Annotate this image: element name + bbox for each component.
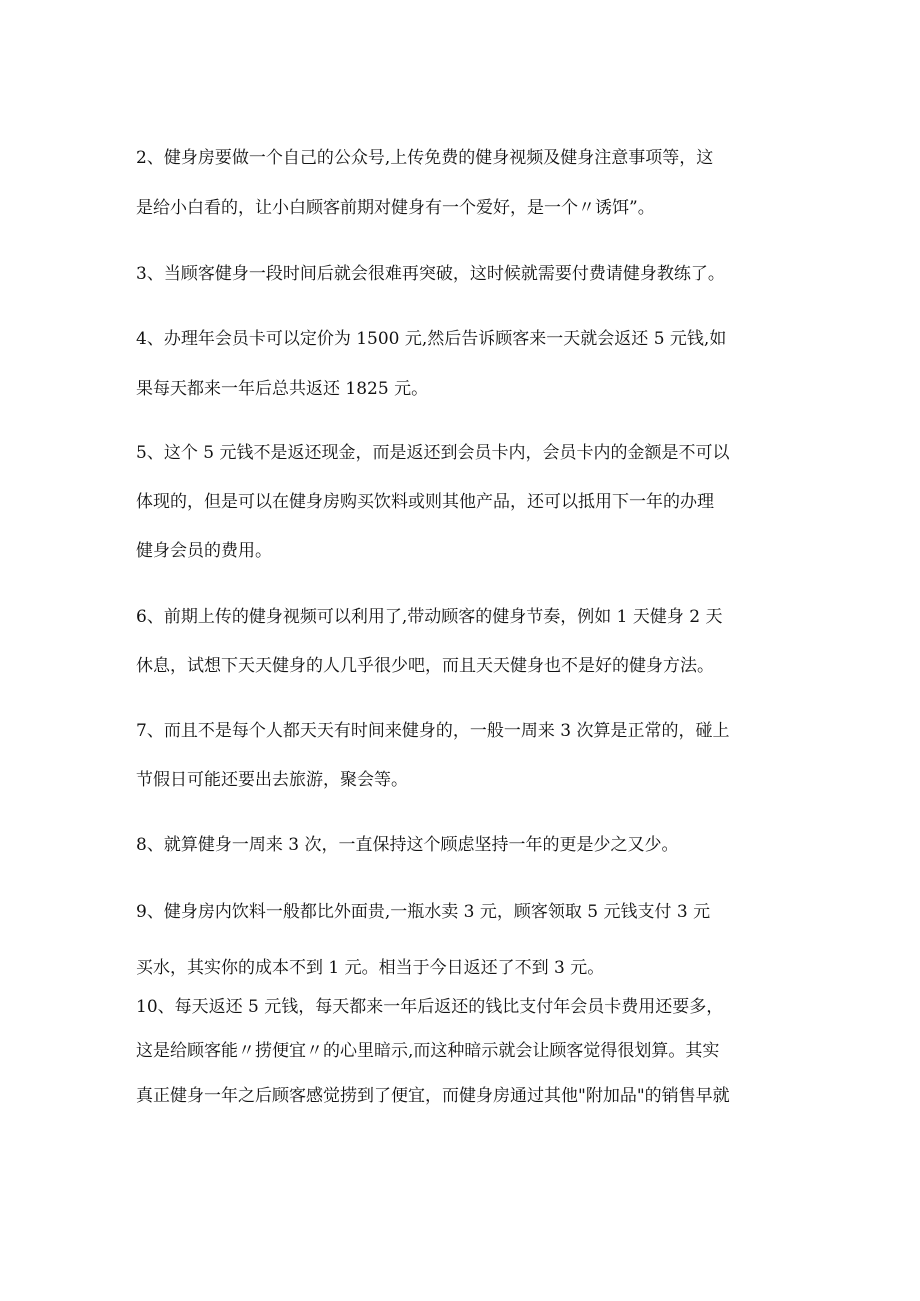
paragraph-9-line-2: 买水，其实你的成本不到 1 元。相当于今日返还了不到 3 元。	[136, 958, 605, 978]
paragraph-7-line-1: 7、而且不是每个人都天天有时间来健身的，一般一周来 3 次算是正常的，碰上	[136, 721, 730, 741]
paragraph-5-line-3: 健身会员的费用。	[136, 541, 272, 561]
paragraph-9-line-1: 9、健身房内饮料一般都比外面贵,一瓶水卖 3 元，顾客领取 5 元钱支付 3 元	[136, 902, 711, 922]
paragraph-10-line-3: 真正健身一年之后顾客感觉捞到了便宜，而健身房通过其他"附加品"的销售早就	[136, 1086, 730, 1106]
paragraph-3-line-1: 3、当顾客健身一段时间后就会很难再突破，这时候就需要付费请健身教练了。	[136, 264, 725, 284]
paragraph-5-line-2: 体现的，但是可以在健身房购买饮料或则其他产品，还可以抵用下一年的办理	[136, 492, 714, 512]
paragraph-4-line-1: 4、办理年会员卡可以定价为 1500 元,然后告诉顾客来一天就会返还 5 元钱,如	[136, 329, 727, 349]
paragraph-2-line-2: 是给小白看的，让小白顾客前期对健身有一个爱好，是一个〃诱饵”。	[136, 198, 655, 218]
paragraph-8-line-1: 8、就算健身一周来 3 次，一直保持这个顾虑坚持一年的更是少之又少。	[136, 835, 679, 855]
paragraph-10-line-1: 10、每天返还 5 元钱，每天都来一年后返还的钱比支付年会员卡费用还要多，	[136, 997, 724, 1017]
paragraph-4-line-2: 果每天都来一年后总共返还 1825 元。	[136, 379, 429, 399]
paragraph-10-line-2: 这是给顾客能〃捞便宜〃的心里暗示,而这种暗示就会让顾客觉得很划算。其实	[136, 1041, 720, 1061]
paragraph-6-line-1: 6、前期上传的健身视频可以利用了,带动顾客的健身节奏，例如 1 天健身 2 天	[136, 607, 723, 627]
paragraph-7-line-2: 节假日可能还要出去旅游，聚会等。	[136, 770, 408, 790]
paragraph-2-line-1: 2、健身房要做一个自己的公众号,上传免费的健身视频及健身注意事项等，这	[136, 148, 714, 168]
paragraph-5-line-1: 5、这个 5 元钱不是返还现金，而是返还到会员卡内，会员卡内的金额是不可以	[136, 443, 730, 463]
paragraph-6-line-2: 休息，试想下天天健身的人几乎很少吧，而且天天健身也不是好的健身方法。	[136, 656, 714, 676]
